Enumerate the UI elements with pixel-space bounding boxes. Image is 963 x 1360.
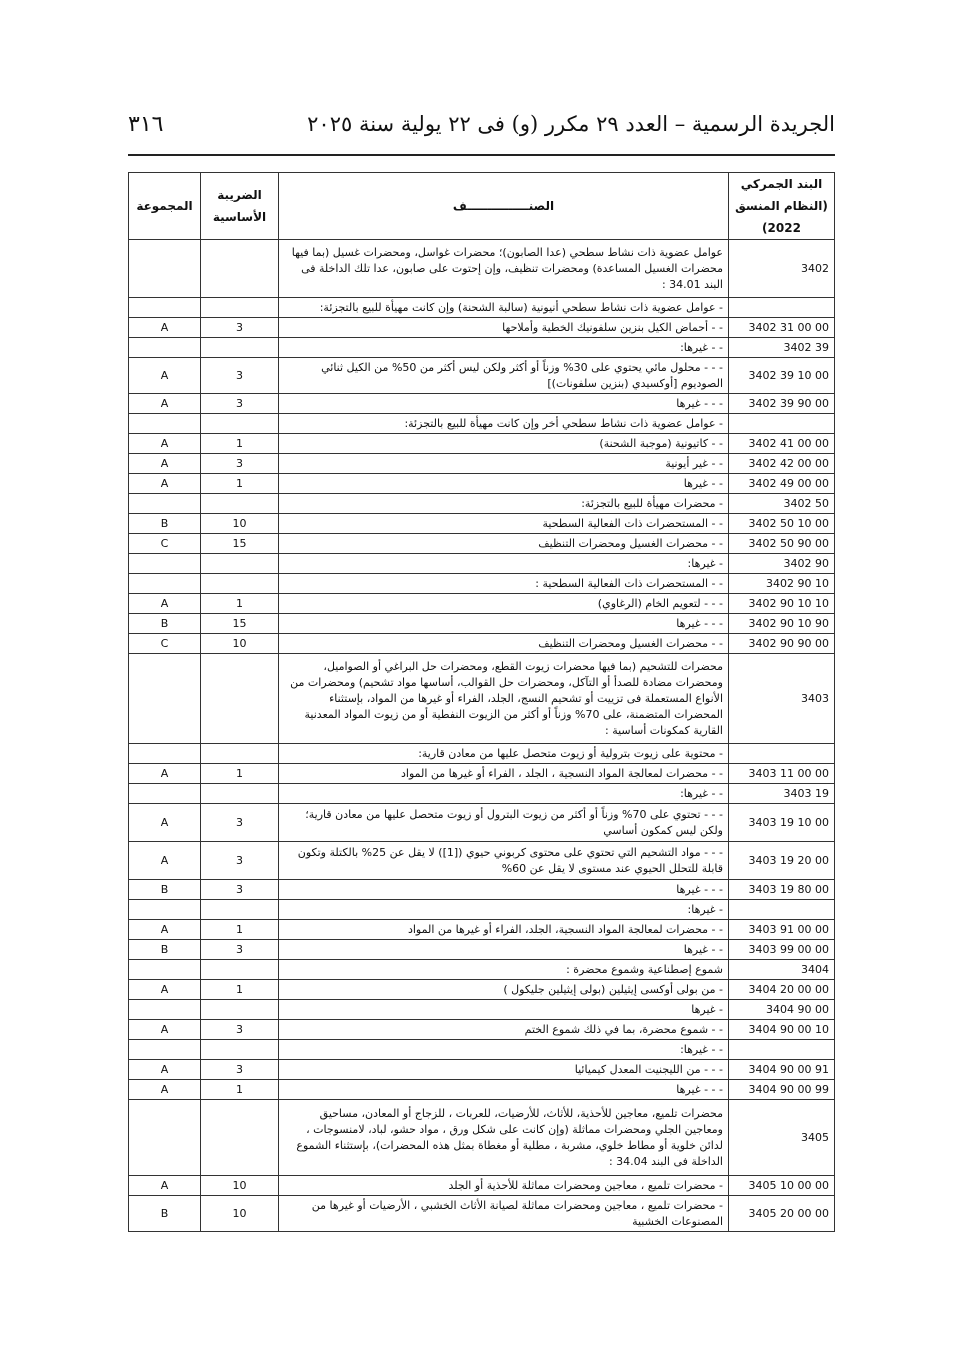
hs-code-cell: 3405 10 00 00 <box>729 1176 835 1196</box>
hs-code-cell: 3403 <box>729 654 835 744</box>
description-cell: - محتوية على زيوت بترولية أو زيوت متحصل عليها من معادن قارية: <box>279 744 729 764</box>
group-cell: A <box>129 594 201 614</box>
group-cell <box>129 298 201 318</box>
group-cell: B <box>129 614 201 634</box>
description-cell: - - - محلول مائي يحتوي على 30% وزناً أو أكثر ولكن ليس أكثر من 50% من الكيل ثنائي الصوديوم [أوكسيدي (بنزين سلفونات)] <box>279 358 729 394</box>
description-cell: - - غيرها <box>279 474 729 494</box>
table-row <box>129 1000 835 1020</box>
rate-cell <box>201 744 279 764</box>
rate-cell: 3 <box>201 842 279 880</box>
page-number: ٣١٦ <box>128 111 164 137</box>
rate-cell <box>201 1040 279 1060</box>
hs-code-cell: 3402 90 90 00 <box>729 634 835 654</box>
rate-cell: 10 <box>201 1196 279 1232</box>
hs-code-cell: 3402 39 <box>729 338 835 358</box>
description-cell: - - - مواد التشحيم التي تحتوي على محتوى كربوني حيوي ([1]) لا يقل عن 25% بالكتلة وتكون قابلة للتحلل الحيوي عند مستوى لا يقل عن 60% <box>279 842 729 880</box>
group-cell <box>129 1100 201 1176</box>
rate-cell <box>201 554 279 574</box>
tariff-table <box>128 172 835 1232</box>
description-cell: - غيرها: <box>279 900 729 920</box>
description-cell: - عوامل عضوية ذات نشاط سطحي أخر وإن كانت مهيأة للبيع بالتجزئة: <box>279 414 729 434</box>
table-row <box>129 900 835 920</box>
table-body <box>129 240 835 1232</box>
group-cell: A <box>129 1176 201 1196</box>
table-row <box>129 298 835 318</box>
table-row <box>129 434 835 454</box>
description-cell: - - - لتعويم الخام (الرغاوي) <box>279 594 729 614</box>
description-cell: - - - غيرها <box>279 614 729 634</box>
group-cell <box>129 574 201 594</box>
rate-cell: 3 <box>201 1020 279 1040</box>
table-row <box>129 240 835 298</box>
rate-cell <box>201 574 279 594</box>
group-cell: A <box>129 358 201 394</box>
table-row <box>129 1176 835 1196</box>
description-cell: محضرات للتشحيم (بما فيها محضرات زيوت القطع، ومحضرات حل البراغي أو الصواميل، ومحضرات مضادة للصدأ أو التآكل، ومحضرات حل القوالب، أساسها مواد تشحيم) ومحضرات من الأنواع المستعملة فى تزييت أو تشحيم النسج، الجلد، الفراء أو غيرها من المواد، بإستثناء المحضرات المتضمنة، على 70% وزناً أو أكثر من الزيوت النفطية أو من زيوت المواد المعدنية القارية كمكونات أساسية : <box>279 654 729 744</box>
group-cell: A <box>129 434 201 454</box>
description-cell: - من بولى أوكسى إيثيلين (بولى إيثيلين جليكول ) <box>279 980 729 1000</box>
group-cell <box>129 240 201 298</box>
rate-cell: 1 <box>201 1080 279 1100</box>
description-cell: - غيرها <box>279 1000 729 1020</box>
description-cell: - محضرات تلميع ، معاجين ومحضرات مماثلة للأحذية أو الجلد <box>279 1176 729 1196</box>
group-cell: B <box>129 514 201 534</box>
rate-cell: 10 <box>201 514 279 534</box>
description-cell: - - - غيرها <box>279 880 729 900</box>
group-cell: A <box>129 920 201 940</box>
hs-code-cell: 3403 91 00 00 <box>729 920 835 940</box>
table-row <box>129 764 835 784</box>
hs-code-cell: 3404 90 00 10 <box>729 1020 835 1040</box>
description-cell: - - كاتيونية (موجبة الشحنة) <box>279 434 729 454</box>
hs-code-cell: 3402 50 90 00 <box>729 534 835 554</box>
rate-cell: 3 <box>201 358 279 394</box>
group-cell <box>129 960 201 980</box>
description-cell: - عوامل عضوية ذات نشاط سطحي أنيونية (سالبة الشحنة) وإن كانت مهيأة للبيع بالتجزئة: <box>279 298 729 318</box>
group-cell <box>129 338 201 358</box>
group-cell: A <box>129 1080 201 1100</box>
group-cell: C <box>129 534 201 554</box>
hs-code-cell: 3403 19 <box>729 784 835 804</box>
rate-cell: 3 <box>201 394 279 414</box>
rate-cell: 3 <box>201 804 279 842</box>
rate-cell: 3 <box>201 1060 279 1080</box>
header-divider <box>128 154 835 156</box>
group-cell <box>129 1000 201 1020</box>
hs-code-cell: 3403 99 00 00 <box>729 940 835 960</box>
table-row <box>129 880 835 900</box>
hs-code-cell: 3402 90 10 90 <box>729 614 835 634</box>
group-cell: A <box>129 454 201 474</box>
hs-code-cell: 3404 <box>729 960 835 980</box>
description-cell: - - غيرها: <box>279 338 729 358</box>
description-cell: - - المستحضرات ذات الفعالية السطحية <box>279 514 729 534</box>
table-row <box>129 744 835 764</box>
hs-code-cell: 3403 19 80 00 <box>729 880 835 900</box>
table-row <box>129 474 835 494</box>
rate-cell <box>201 1000 279 1020</box>
table-row <box>129 784 835 804</box>
rate-cell: 3 <box>201 454 279 474</box>
rate-cell: 10 <box>201 1176 279 1196</box>
page-header <box>128 104 835 144</box>
description-cell: - - محضرات لمعالجة المواد النسجية، الجلد، الفراء أو غيرها من المواد <box>279 920 729 940</box>
hs-code-cell <box>729 1040 835 1060</box>
table-row <box>129 414 835 434</box>
rate-cell <box>201 1100 279 1176</box>
description-cell: - غيرها: <box>279 554 729 574</box>
description-cell: محضرات تلميع، معاجين للأحذية، للأثاث، للأرضيات، للعربات ، للزجاج أو المعادن، مساحيق ومعاجين الجلي ومحضرات مماثلة (وإن كانت على شكل ورق ، مواد حشو، لباد، لامنسوجات ، لدائن خلوية أو مطاط خلوي، مشربة ، مطلية أو مغطاة بمثل هذه المحضرات)، بإستثناء الشموع الداخلة فى البند 34.04 : <box>279 1100 729 1176</box>
group-cell: A <box>129 394 201 414</box>
table-row <box>129 1196 835 1232</box>
group-cell: C <box>129 634 201 654</box>
description-cell: - - شموع محضرة، بما في ذلك شموع الختم <box>279 1020 729 1040</box>
group-cell: A <box>129 1020 201 1040</box>
rate-cell: 1 <box>201 474 279 494</box>
description-cell: عوامل عضوية ذات نشاط سطحي (عدا الصابون)؛ محضرات غواسل، ومحضرات غسيل (بما فيها محضرات الغسيل المساعدة) ومحضرات تنظيف، وإن إحتوت على صابون، عدا تلك الداخلة فى البند 34.01 : <box>279 240 729 298</box>
table-row <box>129 494 835 514</box>
table-row <box>129 842 835 880</box>
hs-code-cell: 3403 19 10 00 <box>729 804 835 842</box>
rate-cell: 3 <box>201 318 279 338</box>
hs-code-cell <box>729 900 835 920</box>
table-header-row <box>129 173 835 240</box>
table-row <box>129 1100 835 1176</box>
description-cell: - - أحماض الكيل بنزين سلفونيك الخطية وأملاحها <box>279 318 729 338</box>
hs-code-cell: 3405 <box>729 1100 835 1176</box>
hs-code-cell: 3402 90 10 <box>729 574 835 594</box>
rate-cell <box>201 654 279 744</box>
rate-cell: 10 <box>201 634 279 654</box>
group-cell <box>129 414 201 434</box>
table-row <box>129 318 835 338</box>
description-cell: شموع إصطناعية وشموع محضرة : <box>279 960 729 980</box>
hs-code-cell <box>729 744 835 764</box>
group-cell: A <box>129 318 201 338</box>
table-row <box>129 1080 835 1100</box>
hs-code-cell: 3404 20 00 00 <box>729 980 835 1000</box>
rate-cell <box>201 414 279 434</box>
group-cell: B <box>129 1196 201 1232</box>
table-row <box>129 574 835 594</box>
hs-code-cell: 3402 <box>729 240 835 298</box>
rate-cell: 3 <box>201 880 279 900</box>
table-row <box>129 980 835 1000</box>
description-cell: - - غيرها: <box>279 784 729 804</box>
table-row <box>129 394 835 414</box>
hs-code-cell: 3404 90 00 99 <box>729 1080 835 1100</box>
rate-cell: 15 <box>201 534 279 554</box>
header-group: المجموعة <box>129 173 201 240</box>
description-cell: - - غيرها <box>279 940 729 960</box>
group-cell: A <box>129 474 201 494</box>
table-row <box>129 654 835 744</box>
group-cell <box>129 744 201 764</box>
table-row <box>129 554 835 574</box>
group-cell: A <box>129 804 201 842</box>
rate-cell: 1 <box>201 764 279 784</box>
table-row <box>129 358 835 394</box>
rate-cell <box>201 784 279 804</box>
hs-code-cell: 3402 39 10 00 <box>729 358 835 394</box>
table-row <box>129 1020 835 1040</box>
hs-code-cell: 3402 31 00 00 <box>729 318 835 338</box>
hs-code-cell: 3402 50 10 00 <box>729 514 835 534</box>
description-cell: - - المستحضرات ذات الفعالية السطحية : <box>279 574 729 594</box>
table-row <box>129 534 835 554</box>
hs-code-cell: 3403 19 20 00 <box>729 842 835 880</box>
group-cell <box>129 654 201 744</box>
rate-cell <box>201 240 279 298</box>
group-cell <box>129 554 201 574</box>
description-cell: - - - غيرها <box>279 394 729 414</box>
description-cell: - - غير أيونية <box>279 454 729 474</box>
rate-cell: 15 <box>201 614 279 634</box>
rate-cell: 1 <box>201 594 279 614</box>
description-cell: - محضرات تلميع ، معاجين ومحضرات مماثلة لصيانة الأثاث الخشبي ، الأرضيات أو غيرها من المصنوعات الخشبية <box>279 1196 729 1232</box>
rate-cell <box>201 494 279 514</box>
header-rate: الضريبة الأساسية <box>201 173 279 240</box>
table-row <box>129 454 835 474</box>
group-cell: A <box>129 842 201 880</box>
hs-code-cell: 3403 11 00 00 <box>729 764 835 784</box>
rate-cell: 1 <box>201 980 279 1000</box>
table-row <box>129 1040 835 1060</box>
rate-cell: 1 <box>201 920 279 940</box>
table-row <box>129 338 835 358</box>
rate-cell: 3 <box>201 940 279 960</box>
group-cell <box>129 900 201 920</box>
hs-code-cell <box>729 414 835 434</box>
description-cell: - - - تحتوي على 70% وزناً أو أكثر من زيوت البترول أو زيوت متحصل عليها من معادن قارية؛ ولكن ليس كمكون أساسي <box>279 804 729 842</box>
description-cell: - - محضرات الغسيل ومحضرات التنظيف <box>279 634 729 654</box>
table-row <box>129 940 835 960</box>
rate-cell <box>201 960 279 980</box>
description-cell: - - غيرها: <box>279 1040 729 1060</box>
hs-code-cell <box>729 298 835 318</box>
description-cell: - - - غيرها <box>279 1080 729 1100</box>
description-cell: - - محضرات لمعالجة المواد النسجية ، الجلد ، الفراء أو غيرها من المواد <box>279 764 729 784</box>
table-row <box>129 920 835 940</box>
hs-code-cell: 3405 20 00 00 <box>729 1196 835 1232</box>
hs-code-cell: 3402 39 90 00 <box>729 394 835 414</box>
rate-cell <box>201 298 279 318</box>
rate-cell: 1 <box>201 434 279 454</box>
group-cell: A <box>129 1060 201 1080</box>
table-row <box>129 614 835 634</box>
hs-code-cell: 3402 50 <box>729 494 835 514</box>
hs-code-cell: 3402 41 00 00 <box>729 434 835 454</box>
group-cell <box>129 784 201 804</box>
table-row <box>129 594 835 614</box>
hs-code-cell: 3404 90 00 <box>729 1000 835 1020</box>
rate-cell <box>201 900 279 920</box>
header-description: الصنـــــــــــــــف <box>279 173 729 240</box>
group-cell <box>129 494 201 514</box>
table-row <box>129 804 835 842</box>
hs-code-cell: 3402 90 10 10 <box>729 594 835 614</box>
table-row <box>129 1060 835 1080</box>
group-cell: B <box>129 880 201 900</box>
group-cell: A <box>129 980 201 1000</box>
description-cell: - محضرات مهيأة للبيع بالتجزئة: <box>279 494 729 514</box>
table-row <box>129 514 835 534</box>
group-cell <box>129 1040 201 1060</box>
hs-code-cell: 3402 42 00 00 <box>729 454 835 474</box>
description-cell: - - محضرات الغسيل ومحضرات التنظيف <box>279 534 729 554</box>
hs-code-cell: 3404 90 00 91 <box>729 1060 835 1080</box>
hs-code-cell: 3402 49 00 00 <box>729 474 835 494</box>
table-row <box>129 960 835 980</box>
hs-code-cell: 3402 90 <box>729 554 835 574</box>
header-code: البند الجمركي (النظام المنسق 2022) <box>729 173 835 240</box>
description-cell: - - - من الليجنيت المعدل كيميائيا <box>279 1060 729 1080</box>
page-title: الجريدة الرسمية – العدد ٢٩ مكرر (و) فى ٢٢ يولية سنة ٢٠٢٥ <box>307 112 835 136</box>
rate-cell <box>201 338 279 358</box>
table-row <box>129 634 835 654</box>
group-cell: B <box>129 940 201 960</box>
group-cell: A <box>129 764 201 784</box>
